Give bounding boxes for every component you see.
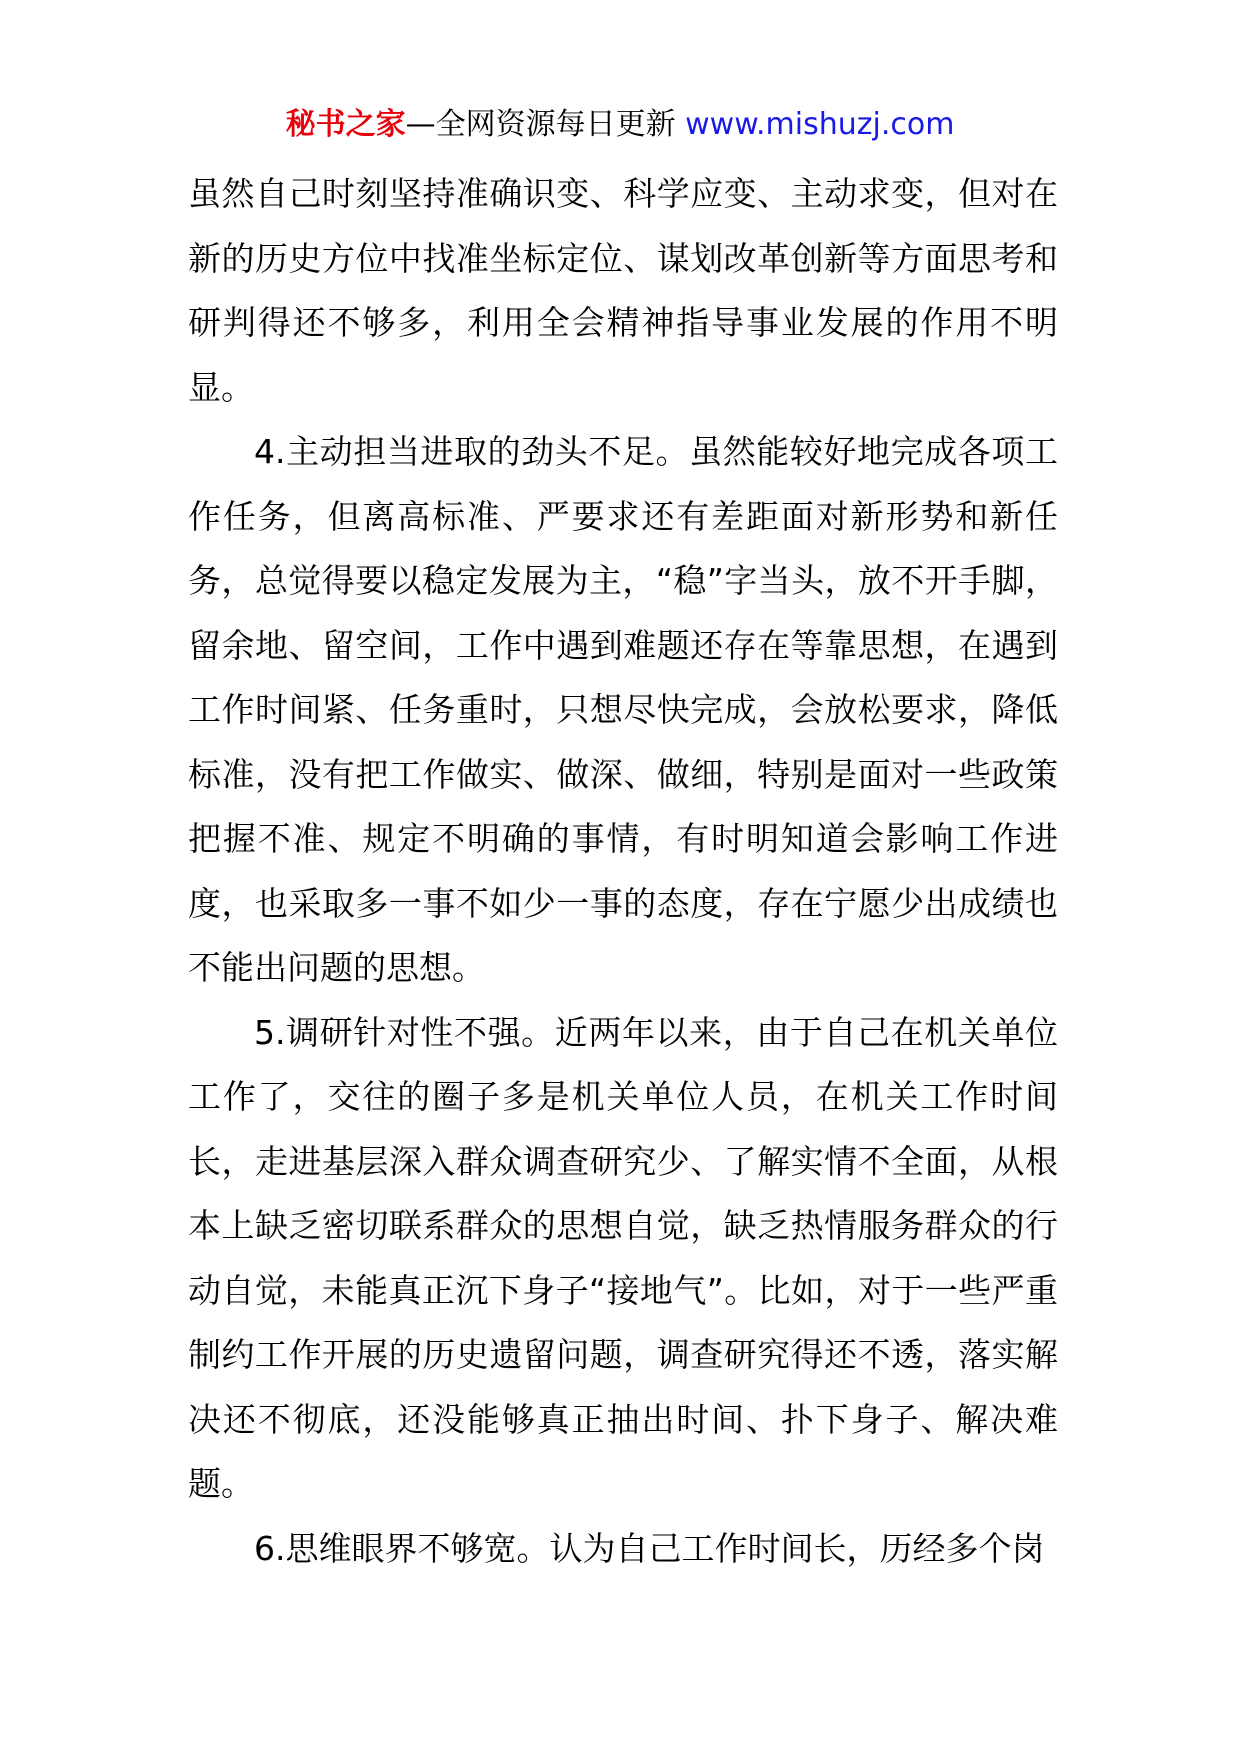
paragraph-continuation: 虽然自己时刻坚持准确识变、科学应变、主动求变，但对在新的历史方位中找准坐标定位、谋划改革创新等方面思考和研判得还不够多，利用全会精神指导事业发展的作用不明显。 [188,174,1058,407]
brand-name: 秘书之家 [285,107,406,142]
document-body [188,162,1058,1581]
website-link[interactable]: www.mishuzj.com [685,107,955,142]
page-header [0,100,1240,150]
paragraph-item-6: 6.思维眼界不够宽。认为自己工作时间长，历经多个岗 [254,1528,1045,1568]
header-tagline: —全网资源每日更新 [405,107,676,142]
paragraph-item-5: 5.调研针对性不强。近两年以来，由于自己在机关单位工作了，交往的圈子多是机关单位人员，在机关工作时间长，走进基层深入群众调查研究少、了解实情不全面，从根本上缺乏密切联系群众的思想自觉，缺乏热情服务群众的行动自觉，未能真正沉下身子“接地气”。比如，对于一些严重制约工作开展的历史遗留问题，调查研究得还不透，落实解决还不彻底，还没能够真正抽出时间、扑下身子、解决难题。 [188,1012,1058,1503]
paragraph-item-4: 4.主动担当进取的劲头不足。虽然能较好地完成各项工作任务，但离高标准、严要求还有差距面对新形势和新任务，总觉得要以稳定发展为主，“稳”字当头，放不开手脚，留余地、留空间，工作中遇到难题还存在等靠思想，在遇到工作时间紧、任务重时，只想尽快完成，会放松要求，降低标准，没有把工作做实、做深、做细，特别是面对一些政策把握不准、规定不明确的事情，有时明知道会影响工作进度，也采取多一事不如少一事的态度，存在宁愿少出成绩也不能出问题的思想。 [188,432,1058,987]
